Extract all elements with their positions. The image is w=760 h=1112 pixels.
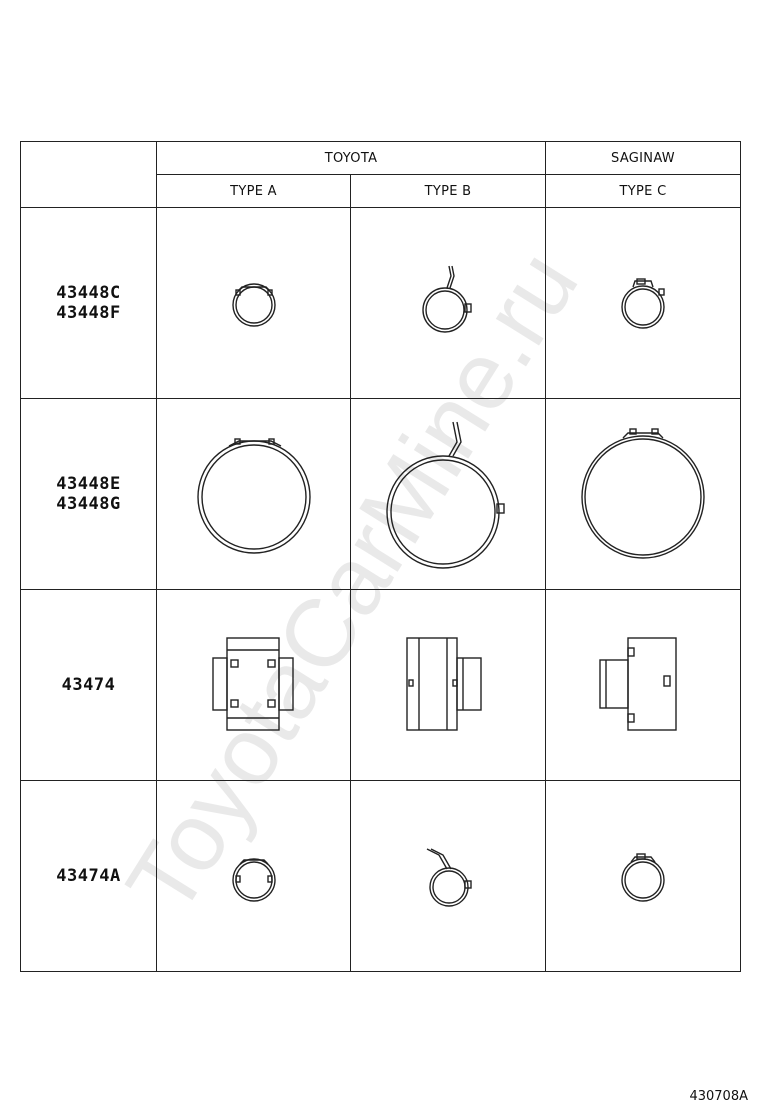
drawing-cell bbox=[546, 208, 741, 399]
drawing-cell bbox=[157, 208, 351, 399]
figure-code: 430708A bbox=[689, 1089, 748, 1104]
large-clamp-type-a-drawing bbox=[179, 419, 329, 569]
small-clamp-type-c-drawing bbox=[603, 836, 683, 916]
col-type-b: TYPE B bbox=[351, 175, 546, 208]
part-number-cell bbox=[21, 399, 157, 590]
drawing-cell bbox=[157, 399, 351, 590]
part-number: 43448G bbox=[56, 494, 121, 514]
col-type-c: TYPE C bbox=[546, 175, 741, 208]
part-number-cell bbox=[21, 208, 157, 399]
col-type-a: TYPE A bbox=[157, 175, 351, 208]
part-number-cell bbox=[21, 590, 157, 781]
drawing-cell bbox=[351, 208, 546, 399]
small-clamp-type-c-drawing bbox=[603, 263, 683, 343]
corner-cell bbox=[21, 142, 157, 208]
drawing-cell bbox=[546, 781, 741, 972]
boot-clamp-type-b-drawing bbox=[393, 630, 503, 740]
drawing-cell bbox=[546, 590, 741, 781]
boot-clamp-type-c-drawing bbox=[588, 630, 698, 740]
part-number: 43474A bbox=[56, 866, 121, 886]
small-clamp-type-a-drawing bbox=[214, 263, 294, 343]
drawing-cell bbox=[351, 399, 546, 590]
part-number-cell bbox=[21, 781, 157, 972]
part-number: 43474 bbox=[61, 675, 116, 695]
drawing-cell bbox=[546, 399, 741, 590]
small-clamp-type-b-drawing bbox=[403, 831, 493, 921]
group-saginaw: SAGINAW bbox=[546, 142, 741, 175]
small-clamp-type-b-drawing bbox=[403, 258, 493, 348]
large-clamp-type-b-drawing bbox=[373, 414, 523, 574]
large-clamp-type-c-drawing bbox=[568, 419, 718, 569]
part-number: 43448E bbox=[56, 474, 121, 494]
part-number: 43448F bbox=[56, 303, 121, 323]
boot-clamp-type-a-drawing bbox=[199, 630, 309, 740]
part-number: 43448C bbox=[56, 283, 121, 303]
drawing-cell bbox=[351, 590, 546, 781]
group-toyota: TOYOTA bbox=[157, 142, 546, 175]
small-clamp-type-a-drawing bbox=[214, 836, 294, 916]
parts-table bbox=[20, 141, 741, 972]
drawing-cell bbox=[351, 781, 546, 972]
watermark-text: ToyotaCarMine.ru bbox=[106, 233, 599, 933]
drawing-cell bbox=[157, 781, 351, 972]
drawing-cell bbox=[157, 590, 351, 781]
